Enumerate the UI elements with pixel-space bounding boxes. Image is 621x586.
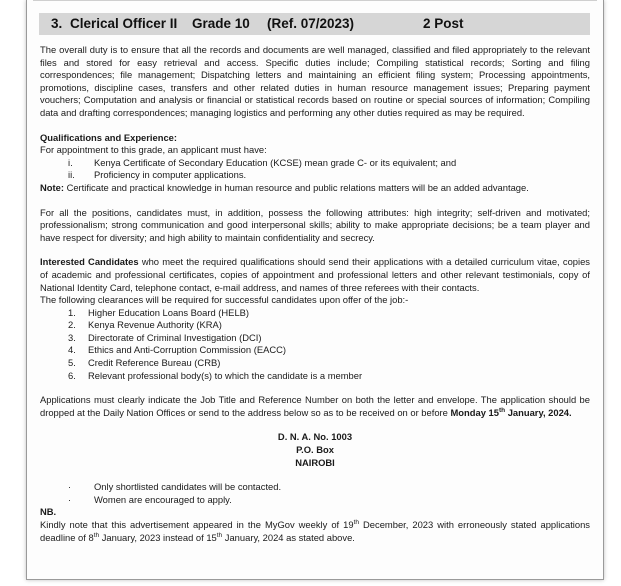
list-marker: 3. [68,331,76,343]
note-text: Certificate and practical knowledge in human resource and public relations matters will be an added advantage. [63,181,529,193]
clearances-list [40,307,590,383]
list-item [40,157,590,170]
list-item-text: Relevant professional body(s) to which the candidate is a member [88,369,363,381]
applications-paragraph [40,394,590,419]
position-number: 3. [51,16,63,31]
list-item-text: Higher Education Loans Board (HELB) [88,306,250,318]
address-line: P.O. Box [296,444,334,456]
list-item-text: Kenya Revenue Authority (KRA) [88,319,222,331]
address-line: NAIROBI [295,456,335,468]
list-marker: 5. [68,357,76,369]
interested-label: Interested Candidates [40,256,139,268]
position-grade: Grade 10 [192,16,250,31]
list-marker: 2. [68,319,76,331]
qualifications-list [40,157,590,182]
list-item-text: Women are encouraged to apply. [94,493,232,505]
note-line [40,182,590,195]
list-item [40,319,590,332]
list-item [40,169,590,182]
list-item-text: Directorate of Criminal Investigation (DCI) [88,331,262,343]
qualifications-heading: Qualifications and Experience: [40,131,178,143]
list-item-text: Only shortlisted candidates will be contacted. [94,481,282,493]
list-marker: 1. [68,306,76,318]
postal-address [40,431,590,469]
address-line: D. N. A. No. 1003 [277,431,353,443]
notice-bullets [40,481,590,506]
bullet-icon: · [68,493,72,505]
clearances-intro: The following clearances will be required for successful candidates upon offer of the job:- [40,294,409,306]
position-ref: (Ref. 07/2023) [267,16,355,31]
list-item-text: Proficiency in computer applications. [94,169,247,181]
list-item [40,370,590,383]
nb-heading: NB. [40,506,57,518]
list-marker: ii. [68,169,75,181]
list-item-text: Ethics and Anti-Corruption Commission (EACC) [88,344,286,356]
list-item [40,344,590,357]
list-marker: i. [68,156,73,168]
list-item-text: Kenya Certificate of Secondary Education (KCSE) mean grade C- or its equivalent; and [94,156,457,168]
bullet-icon: · [68,481,72,493]
list-item [40,481,590,494]
list-item [40,332,590,345]
nb-paragraph: Kindly note that this advertisement appeared in the MyGov weekly of 19th December, 2023 with erroneously stated applications deadline of 8th January, 2023 instead of 15th January, 2024 as stated above. [40,518,590,543]
list-item-text: Credit Reference Bureau (CRB) [88,357,221,369]
list-marker: 4. [68,344,76,356]
position-posts: 2 Post [423,16,464,31]
qualifications-intro: For appointment to this grade, an applicant must have: [40,144,267,156]
interested-text: who meet the required qualifications should send their applications with a detailed curriculum vitae, copies of academic and professional certificates, copies of appointment and professional letters and other relevant testimonials, copy of National Identity Card, telephone contact, e-mail address, and names of three referees with their contacts. [40,256,590,293]
duties-paragraph: The overall duty is to ensure that all the records and documents are well managed, classified and filed appropriately to the relevant files and stored for easy retrieval and access. Specific duties include; Compiling statistical records; Sorting and filing correspondences; file management; Dispatching letters and maintaining an efficient filing system; Processing appointments, promotions, discipline cases, transfers and other related duties in human resource management issues; Preparing payment vouchers; Computation and analysis or financial or statistical records based on routine or special sources of information; Compiling data and drafting correspondences; managing logistics and performing any other duties required as may be required. [40,44,590,118]
applications-text: Applications must clearly indicate the Job Title and Reference Number on both the letter and envelope. The application should be dropped at the Daily Nation Offices or send to the address below so as to be received on or before [40,394,590,418]
list-item [40,307,590,320]
note-label: Note: [40,181,64,193]
list-item [40,494,590,507]
attributes-paragraph: For all the positions, candidates must, in addition, possess the following attributes: high integrity; self-driven and motivated; professionalism; strong communication and good interpersonal skills; ability to make appropriate decisions; be a team player and have respect for diversity; and high ability to maintain confidentiality and secrecy. [40,206,590,243]
position-title: Clerical Officer II [70,16,178,31]
interested-paragraph [40,256,590,294]
advert-body [40,44,590,544]
list-item [40,357,590,370]
deadline-date: Monday 15th January, 2024. [450,406,572,418]
position-header [39,13,590,35]
list-marker: 6. [68,369,76,381]
